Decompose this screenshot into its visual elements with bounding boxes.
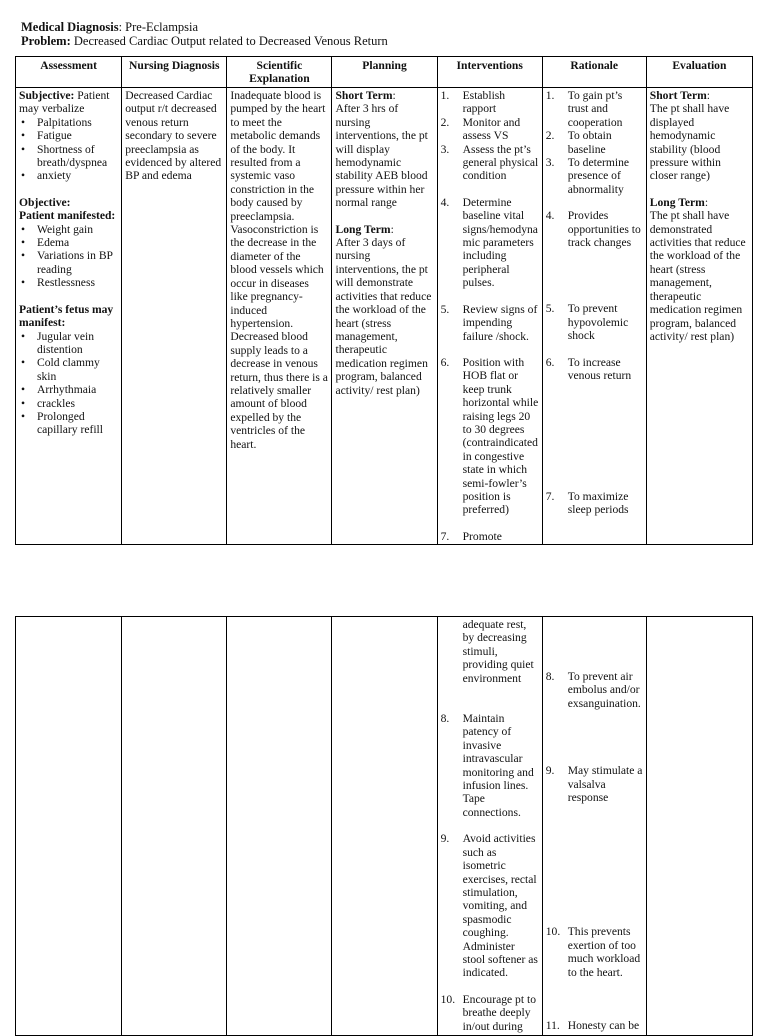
list-item	[545, 764, 643, 805]
planning-long-text: After 3 days of nursing interventions, the pt will demonstrate activities that reduce the workload of the heart (stress management, therapeutic medication regimen program, balanced activity/ rest plan)	[335, 236, 432, 397]
item-number: 1.	[440, 89, 450, 102]
evaluation-short-text: The pt shall have displayed hemodynamic stability (blood pressure within closer range)	[649, 102, 730, 183]
subjective-intro: Patient may verbalize	[19, 89, 110, 116]
col-planning: Planning	[332, 57, 437, 88]
list-item: • Jugular vein distention	[37, 330, 118, 357]
problem-line	[21, 34, 388, 48]
evaluation-long-text: The pt shall have demonstrated activities that reduce the workload of the heart (stress management, therapeutic medication regimen program, balanced activity/ rest plan)	[649, 209, 746, 343]
item-number: 6.	[545, 355, 555, 369]
interventions-cell	[437, 88, 542, 545]
planning-short-label: Short Term	[335, 89, 393, 102]
subjective-label: Subjective:	[19, 89, 75, 102]
list-item	[545, 302, 643, 343]
list-item	[440, 832, 539, 980]
evaluation-short-label: Short Term	[649, 89, 707, 102]
item-text: Assess the pt’s general physical condition	[462, 142, 539, 183]
diagnosis-value: : Pre-Eclampsia	[118, 20, 199, 34]
item-text: To prevent hypovolemic shock	[567, 302, 629, 343]
assessment-cell	[16, 88, 122, 545]
diagnosis-label: Medical Diagnosis	[21, 20, 119, 34]
list-item: • anxiety	[37, 169, 118, 182]
item-number: 9.	[545, 764, 555, 778]
rationale-list	[546, 89, 643, 516]
list-item: • Arrhythmaia	[37, 383, 118, 396]
list-item	[440, 355, 539, 517]
objective-list	[19, 223, 118, 290]
item-text: To prevent air embolus and/or exsanguination.	[567, 670, 641, 710]
list-item: • Weight gain	[37, 223, 118, 236]
list-item	[440, 302, 539, 343]
item-number: 11.	[545, 1019, 560, 1033]
item-text: To determine presence of abnormality	[567, 156, 630, 196]
medical-diagnosis-line	[21, 20, 388, 34]
list-item: • Restlessness	[37, 276, 118, 289]
list-item: • crackles	[37, 397, 118, 410]
planning-cell-cont	[332, 617, 437, 1036]
item-text: Monitor and assess VS	[462, 115, 521, 143]
item-number: 5.	[545, 302, 555, 316]
planning-long-label: Long Term	[335, 222, 391, 236]
item-number: 7.	[545, 489, 555, 503]
table-header-row	[16, 57, 753, 88]
col-assessment: Assessment	[16, 57, 122, 88]
item-text: To maximize sleep periods	[567, 489, 629, 516]
document-header	[21, 20, 388, 48]
item-text: Avoid activities such as isometric exercises, rectal stimulation, vomiting, and spasmodic coughing. Administer stool softener as indicated.	[462, 832, 538, 980]
item-text: adequate rest, by decreasing stimuli, providing quiet environment	[462, 618, 534, 685]
care-plan-table-page1	[15, 56, 753, 545]
item-text: Encourage pt to breathe deeply in/out during	[462, 992, 536, 1033]
item-number: 6.	[440, 355, 450, 369]
planning-cell: Short Term: After 3 hrs of nursing interventions, the pt will display hemodynamic stability AEB blood pressure within her normal range Long Term: After 3 days of nursing interventions, the pt will demonstrate activities that reduce the workload of the heart (stress management, therapeutic medication regimen program, balanced activity/ rest plan)	[332, 88, 437, 545]
item-number: 4.	[545, 209, 555, 223]
objective-label: Objective:	[19, 195, 71, 209]
col-nursing-diagnosis: Nursing Diagnosis	[122, 57, 227, 88]
item-text: Position with HOB flat or keep trunk horizontal while raising legs 20 to 30 degrees (contraindicated in congestive state in which semi-fowler’s position is preferred)	[462, 355, 539, 517]
objective-sub: Patient manifested:	[19, 209, 116, 223]
item-text: Establish rapport	[462, 89, 506, 116]
item-text: This prevents exertion of too much workload to the heart.	[567, 925, 641, 979]
evaluation-cell-cont	[646, 617, 752, 1036]
list-item	[463, 618, 539, 685]
list-item	[440, 195, 539, 290]
rationale-cell	[542, 88, 646, 545]
nursing-diagnosis-cell-cont	[122, 617, 227, 1036]
list-item	[545, 925, 643, 979]
list-item	[440, 529, 539, 543]
nursing-diagnosis-cell: Decreased Cardiac output r/t decreased venous return secondary to severe preeclampsia as evidenced by altered BP and edema	[122, 88, 227, 545]
list-item	[440, 712, 539, 819]
item-text: Review signs of impending failure /shock.	[462, 302, 538, 343]
problem-value: Decreased Cardiac Output related to Decreased Venous Return	[70, 34, 388, 48]
item-text: Provides opportunities to track changes	[567, 209, 641, 250]
list-item	[440, 89, 539, 116]
list-item	[545, 670, 643, 710]
list-item: • Shortness of breath/dyspnea	[37, 143, 118, 170]
item-number: 3.	[440, 142, 450, 156]
scientific-explanation-cell: Inadequate blood is pumped by the heart to meet the metabolic demands of the body. It resulted from a systemic vaso constriction in the body caused by preeclampsia. Vasoconstriction is the decrease in the diameter of the blood vessels which occur in diseases like pregnancy-induced hypertension. Decreased blood supply leads to a decrease in venous return, thus there is a relatively smaller amount of blood expelled by the ventricles of the heart.	[227, 88, 332, 545]
list-item: • Prolonged capillary refill	[37, 410, 118, 437]
item-text: Honesty can be	[567, 1019, 640, 1033]
col-interventions: Interventions	[437, 57, 542, 88]
care-plan-table-page2	[15, 616, 753, 1036]
item-number: 8.	[545, 670, 555, 683]
item-text: To gain pt’s trust and cooperation	[567, 89, 623, 129]
item-number: 1.	[545, 89, 555, 102]
subjective-block	[19, 89, 118, 116]
list-item: • Variations in BP reading	[37, 249, 118, 276]
interventions-cell-cont	[437, 617, 542, 1036]
item-number: 2.	[545, 129, 555, 143]
list-item	[545, 1019, 643, 1033]
list-item: • Edema	[37, 236, 118, 249]
list-item	[440, 115, 539, 143]
table-body-row	[16, 88, 753, 545]
list-item	[440, 992, 539, 1033]
evaluation-long-label: Long Term	[649, 195, 705, 209]
list-item	[545, 89, 643, 129]
problem-label: Problem:	[21, 34, 71, 48]
item-number: 3.	[545, 156, 555, 170]
col-scientific-explanation: Scientific Explanation	[227, 57, 332, 88]
item-number: 10.	[545, 925, 561, 939]
list-item: • Fatigue	[37, 129, 118, 142]
list-item: • Cold clammy skin	[37, 356, 118, 383]
list-item: • Palpitations	[37, 116, 118, 129]
item-text: May stimulate a valsalva response	[567, 764, 643, 805]
list-item	[440, 142, 539, 183]
rationale-list-cont	[546, 670, 643, 1032]
list-item	[545, 156, 643, 196]
col-evaluation: Evaluation	[646, 57, 752, 88]
scientific-explanation-cell-cont	[227, 617, 332, 1036]
item-number: 2.	[440, 115, 450, 129]
interventions-list	[441, 89, 539, 543]
item-text: Determine baseline vital signs/hemodyna mic parameters including peripheral pulses.	[462, 195, 538, 290]
fetus-label: Patient’s fetus may manifest:	[19, 302, 114, 330]
item-number: 9.	[440, 832, 450, 846]
table-body-row	[16, 617, 753, 1036]
evaluation-cell: Short Term: The pt shall have displayed hemodynamic stability (blood pressure within closer range) Long Term: The pt shall have demonstrated activities that reduce the workload of the heart (stress management, therapeutic medication regimen program, balanced activity/ rest plan)	[646, 88, 752, 545]
list-item	[545, 209, 643, 250]
item-text: Promote	[462, 529, 502, 543]
item-number: 4.	[440, 195, 450, 209]
item-number: 7.	[440, 529, 450, 543]
list-item	[545, 355, 643, 383]
subjective-list	[19, 116, 118, 183]
item-text: Maintain patency of invasive intravascular monitoring and infusion lines. Tape connections.	[462, 712, 534, 819]
assessment-cell-cont	[16, 617, 122, 1036]
item-number: 5.	[440, 302, 450, 316]
item-number: 8.	[440, 712, 450, 726]
item-text: To increase venous return	[567, 355, 632, 383]
list-item	[545, 489, 643, 517]
list-item	[545, 129, 643, 156]
col-rationale: Rationale	[542, 57, 646, 88]
item-number: 10.	[440, 992, 456, 1006]
item-text: To obtain baseline	[567, 129, 612, 156]
rationale-cell-cont	[542, 617, 646, 1036]
interventions-list-cont	[441, 618, 539, 1033]
planning-short-text: After 3 hrs of nursing interventions, the pt will display hemodynamic stability AEB blood pressure within her normal range	[335, 102, 428, 210]
fetus-list	[19, 330, 118, 437]
